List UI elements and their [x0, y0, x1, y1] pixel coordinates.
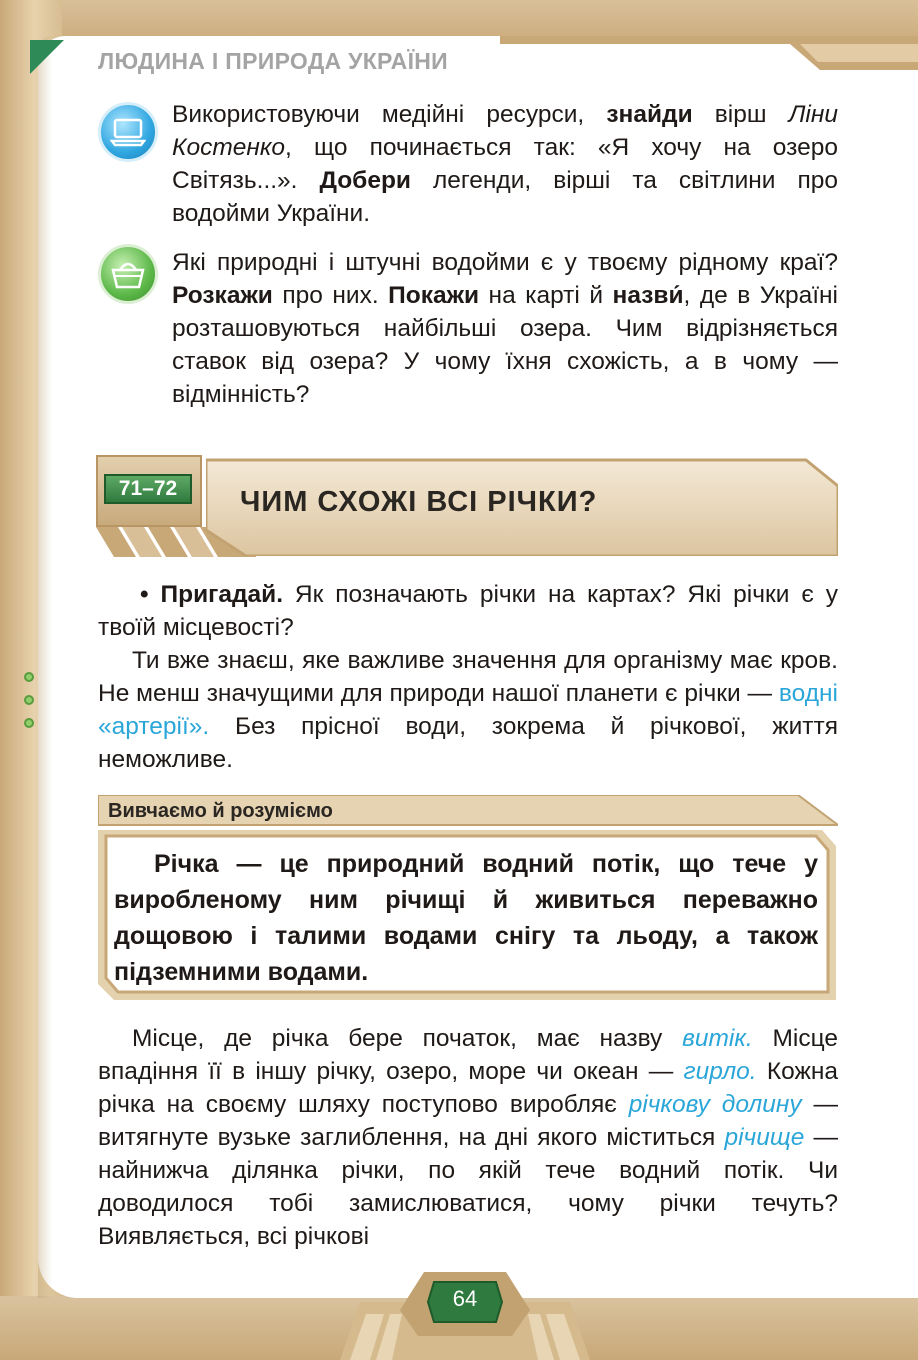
- text: Як позначають річки на картах? Які річки є у твоїй місцевості?: [98, 581, 838, 641]
- body-paragraph: [98, 1022, 838, 1253]
- side-dot: [24, 718, 34, 728]
- lesson-number: 71–72: [104, 474, 192, 504]
- text: легенди, вірші та світлини про водойми України.: [172, 167, 838, 227]
- text: , що починається так: «Я хочу на озеро Світязь...».: [172, 134, 838, 194]
- term: водні «артерії».: [98, 680, 838, 740]
- side-dot: [24, 672, 34, 682]
- intro-paragraph: [98, 644, 838, 776]
- keyword: Добери: [319, 167, 411, 194]
- term-source: витік.: [682, 1025, 753, 1052]
- page-number: 64: [452, 1286, 478, 1311]
- recall-text: [98, 578, 838, 644]
- task-media-text: [172, 98, 838, 230]
- text: Без прісної води, зокрема й річкової, життя неможливе.: [98, 713, 838, 773]
- side-dots-decoration: [24, 672, 38, 741]
- keyword: Пригадай.: [160, 581, 284, 608]
- text: вірш: [692, 101, 789, 128]
- text: — витягнуте вузьке заглиблення, на дні якого міститься: [98, 1091, 839, 1151]
- task-discuss-text: [172, 246, 838, 411]
- definition-text: Річка — це природний водний потік, що тече у виробленому ним річищі й живиться переважно дощовою і талими водами снігу та льоду, а також підземними водами.: [114, 850, 818, 986]
- running-title: ЛЮДИНА І ПРИРОДА УКРАЇНИ: [98, 48, 448, 74]
- term-mouth: гирло.: [683, 1058, 757, 1085]
- text: Кожна річка на своєму шляху поступово виробляє: [98, 1058, 838, 1118]
- keyword: Покажи: [388, 282, 480, 309]
- text: Ти вже знаєш, яке важливе значення для організму має кров. Не менш значущими для природи нашої планети є річки —: [98, 647, 838, 707]
- page-shadow: [38, 36, 52, 1298]
- text: Які природні і штучні водойми є у твоєму рідному краї?: [172, 249, 838, 276]
- computer-icon: [98, 102, 158, 162]
- author-name: Ліни Костенко: [172, 101, 838, 161]
- text: — найнижча ділянка річки, по якій тече водний потік. Чи доводилося тобі замислюватися, чому річки течуть? Виявляється, всі річкові: [98, 1124, 838, 1250]
- term-valley: річкову долину: [628, 1091, 802, 1118]
- keyword: знайди: [606, 101, 693, 128]
- text: Місце, де річка бере початок, має назву: [132, 1025, 683, 1052]
- text: Використовуючи медійні ресурси,: [172, 101, 607, 128]
- text: Місце впадіння її в іншу річку, озеро, море чи океан —: [98, 1025, 839, 1085]
- lesson-title: ЧИМ СХОЖІ ВСІ РІЧКИ?: [240, 486, 598, 518]
- top-border-strip: [500, 36, 918, 76]
- text: , де в Україні розташовуються найбільші озера. Чим відрізняється ставок від озера? У чому їхня схожість, а в чому — відмінність?: [172, 282, 838, 408]
- bullet: •: [140, 581, 149, 608]
- text: про них.: [272, 282, 389, 309]
- text: на карті й: [479, 282, 613, 309]
- corner-marker: [30, 40, 64, 74]
- keyword: назви́: [612, 282, 684, 309]
- definition-tab-label: Вивчаємо й розуміємо: [108, 800, 333, 822]
- keyword: Розкажи: [172, 282, 273, 309]
- term-riverbed: річище: [724, 1124, 805, 1151]
- basket-icon: [98, 244, 158, 304]
- side-dot: [24, 695, 34, 705]
